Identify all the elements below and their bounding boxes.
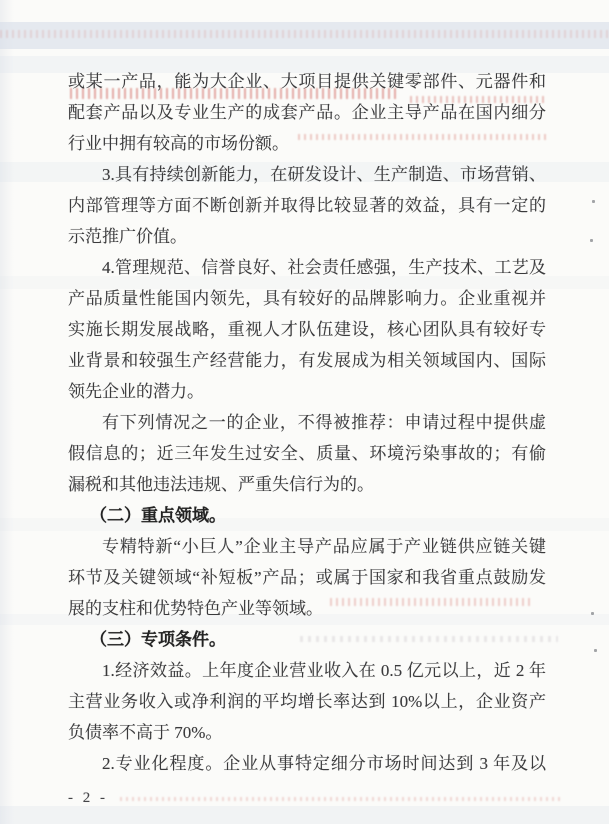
text-line: 业背景和较强生产经营能力，有发展成为相关领域国内、国际 bbox=[68, 351, 546, 370]
text-line: 主营业务收入或净利润的平均增长率达到 10%以上，企业资产 bbox=[68, 692, 546, 711]
scan-dot bbox=[591, 612, 594, 615]
text-line: 示范推广价值。 bbox=[68, 227, 187, 246]
text-line: 实施长期发展战略，重视人才队伍建设，核心团队具有较好专 bbox=[68, 320, 546, 339]
page-number: - 2 - bbox=[68, 790, 108, 806]
text-line: 环节及关键领域“补短板”产品；或属于国家和我省重点鼓励发 bbox=[68, 568, 546, 587]
text-line: 内部管理等方面不断创新并取得比较显著的效益，具有一定的 bbox=[68, 196, 546, 215]
text-line: 产品质量性能国内领先，具有较好的品牌影响力。企业重视并 bbox=[68, 289, 546, 308]
bleed-through-noise bbox=[120, 797, 560, 801]
text-line: 负债率不高于 70%。 bbox=[68, 723, 223, 742]
heading-line: （二）重点领域。 bbox=[90, 506, 226, 525]
scan-dot bbox=[592, 200, 595, 203]
text-line: 2.专业化程度。企业从事特定细分市场时间达到 3 年及以 bbox=[102, 754, 546, 773]
scan-dot bbox=[590, 239, 593, 242]
text-line: 漏税和其他违法违规、严重失信行为的。 bbox=[68, 475, 374, 494]
paper-edge-shade bbox=[0, 0, 14, 824]
scan-band bbox=[0, 22, 609, 49]
text-line: 3.具有持续创新能力，在研发设计、生产制造、市场营销、 bbox=[102, 165, 546, 184]
text-line: 专精特新“小巨人”企业主导产品应属于产业链供应链关键 bbox=[102, 537, 546, 556]
text-line: 有下列情况之一的企业，不得被推荐：申请过程中提供虚 bbox=[102, 413, 546, 432]
text-line: 假信息的；近三年发生过安全、质量、环境污染事故的；有偷 bbox=[68, 444, 546, 463]
heading-line: （三）专项条件。 bbox=[90, 630, 226, 649]
text-line: 或某一产品，能为大企业、大项目提供关键零部件、元器件和 bbox=[68, 72, 546, 91]
text-line: 配套产品以及专业生产的成套产品。企业主导产品在国内细分 bbox=[68, 103, 546, 122]
document-body bbox=[68, 66, 546, 779]
text-line: 4.管理规范、信誉良好、社会责任感强，生产技术、工艺及 bbox=[102, 258, 546, 277]
text-line: 展的支柱和优势特色产业等领域。 bbox=[68, 599, 323, 618]
text-line: 领先企业的潜力。 bbox=[68, 382, 204, 401]
text-line: 1.经济效益。上年度企业营业收入在 0.5 亿元以上，近 2 年 bbox=[102, 661, 546, 680]
bleed-through-noise bbox=[0, 30, 609, 38]
scan-dot bbox=[594, 649, 597, 652]
text-line: 行业中拥有较高的市场份额。 bbox=[68, 134, 289, 153]
scan-band bbox=[0, 806, 609, 824]
